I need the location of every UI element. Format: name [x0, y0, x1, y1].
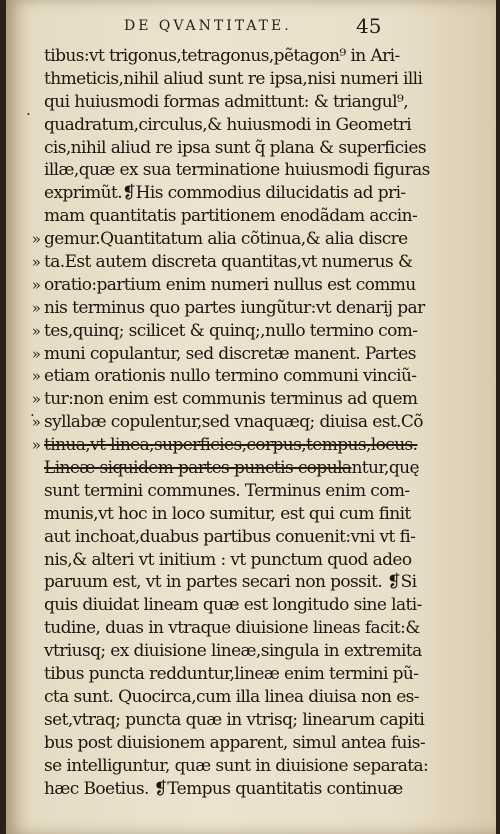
text-line: [28, 434, 478, 457]
margin-dot-mark: .: [26, 101, 31, 119]
text-line: [28, 388, 478, 411]
line-text: tibus puncta redduntur,lineæ enim termini pũ-: [44, 664, 419, 685]
margin-quote-mark: »: [31, 230, 41, 249]
margin-quote-mark: »: [31, 436, 41, 455]
margin-quote-mark: »: [31, 321, 41, 340]
line-text: gemur.Quantitatum alia cõtinua,& alia discre: [44, 229, 408, 250]
text-line: [28, 251, 478, 274]
text-line: [28, 411, 478, 434]
line-text: tibus:vt trigonus,tetragonus,pẽtagon⁹ in Ari-: [44, 46, 400, 66]
line-text: munis,vt hoc in loco sumitur, est qui cum finit: [44, 503, 411, 524]
text-line: [28, 159, 478, 182]
text-line: [28, 549, 478, 572]
line-text: muni copulantur, sed discretæ manent. Partes: [44, 343, 416, 364]
text-line: [28, 228, 478, 251]
line-text: set,vtraq; puncta quæ in vtrisq; linearum capiti: [44, 709, 425, 730]
text-line: [28, 45, 478, 68]
line-text: syllabæ copulentur,sed vnaquæq; diuisa est.Cõ: [44, 412, 423, 433]
line-text: ntur,quę: [351, 458, 419, 479]
line-text: vtriusq; ex diuisione lineæ,singula in extremita: [44, 641, 422, 662]
line-text: mam quantitatis partitionem enodãdam accin-: [44, 206, 418, 227]
line-text: ta.Est autem discreta quantitas,vt numerus &: [44, 252, 413, 273]
text-line: [28, 205, 478, 228]
line-text: se intelliguntur, quæ sunt in diuisione separata:: [44, 755, 429, 776]
text-line: [28, 343, 478, 366]
line-text: paruum est, vt in partes secari non possit. ❡Si: [44, 572, 417, 593]
text-line: [28, 114, 478, 137]
margin-quote-mark: »: [31, 298, 41, 317]
line-text: aut inchoat,duabus partibus conuenit:vni vt fi-: [44, 526, 416, 547]
line-text: tur:non enim est communis terminus ad quem: [44, 389, 418, 410]
text-line: [28, 778, 478, 801]
struck-through-text: Lineæ siquidem partes punctis copula: [44, 458, 352, 479]
body-text: [28, 45, 478, 800]
text-line: [28, 503, 478, 526]
text-line: [28, 686, 478, 709]
text-line: [28, 594, 478, 617]
line-text: hæc Boetius. ❡Tempus quantitatis continuæ: [44, 778, 403, 799]
margin-quote-mark: »: [31, 367, 41, 386]
line-text: qui huiusmodi formas admittunt: & triangul⁹,: [44, 91, 408, 112]
text-line: [28, 571, 478, 594]
book-page: [6, 0, 496, 834]
line-text: cis,nihil aliud re ipsa sunt q̃ plana & superficies: [44, 137, 426, 158]
text-line: [28, 755, 478, 778]
text-line: [28, 91, 478, 114]
text-line: [28, 617, 478, 640]
text-line: [28, 182, 478, 205]
margin-quote-mark: »: [31, 253, 41, 272]
line-text: illæ,quæ ex sua terminatione huiusmodi figuras: [44, 160, 430, 181]
line-text: oratio:partium enim numeri nullus est commu: [44, 274, 416, 295]
line-text: tudine, duas in vtraque diuisione lineas facit:&: [44, 618, 420, 639]
line-text: tes,quinq; scilicet & quinq;,nullo termino com-: [44, 320, 418, 341]
text-line: [28, 320, 478, 343]
line-text: quis diuidat lineam quæ est longitudo sine lati-: [44, 595, 422, 616]
text-line: [28, 365, 478, 388]
text-line: [28, 137, 478, 160]
line-text: etiam orationis nullo termino communi vinciũ-: [44, 366, 417, 387]
text-line: [28, 457, 478, 480]
text-line: [28, 68, 478, 91]
line-text: bus post diuisionem apparent, simul antea fuis-: [44, 732, 426, 753]
page-header: [124, 14, 464, 42]
running-head: DE QVANTITATE.: [124, 18, 292, 34]
text-line: [28, 663, 478, 686]
text-line: [28, 526, 478, 549]
line-text: thmeticis,nihil aliud sunt re ipsa,nisi numeri illi: [44, 68, 423, 89]
line-text: exprimũt.❡His commodius dilucidatis ad pri-: [44, 183, 406, 204]
text-line: [28, 297, 478, 320]
line-text: cta sunt. Quocirca,cum illa linea diuisa non es-: [44, 686, 419, 707]
text-line: [28, 732, 478, 755]
text-line: [28, 480, 478, 503]
margin-quote-mark: »: [31, 344, 41, 363]
line-text: quadratum,circulus,& huiusmodi in Geometri: [44, 114, 412, 135]
margin-quote-mark: »: [31, 390, 41, 409]
text-line: [28, 709, 478, 732]
line-text: nis,& alteri vt initium : vt punctum quod adeo: [44, 549, 412, 570]
text-line: [28, 640, 478, 663]
margin-quote-mark: »: [31, 275, 41, 294]
text-line: [28, 274, 478, 297]
page-number: 45: [356, 14, 382, 38]
line-text: sunt termini communes. Terminus enim com-: [44, 480, 410, 501]
margin-dot-mark: .: [30, 402, 35, 420]
struck-through-text: tinua,vt linea,superficies,corpus,tempus,locus.: [44, 435, 418, 456]
margin-quote-mark: »: [31, 413, 41, 432]
line-text: nis terminus quo partes iungũtur:vt denarij par: [44, 297, 425, 318]
